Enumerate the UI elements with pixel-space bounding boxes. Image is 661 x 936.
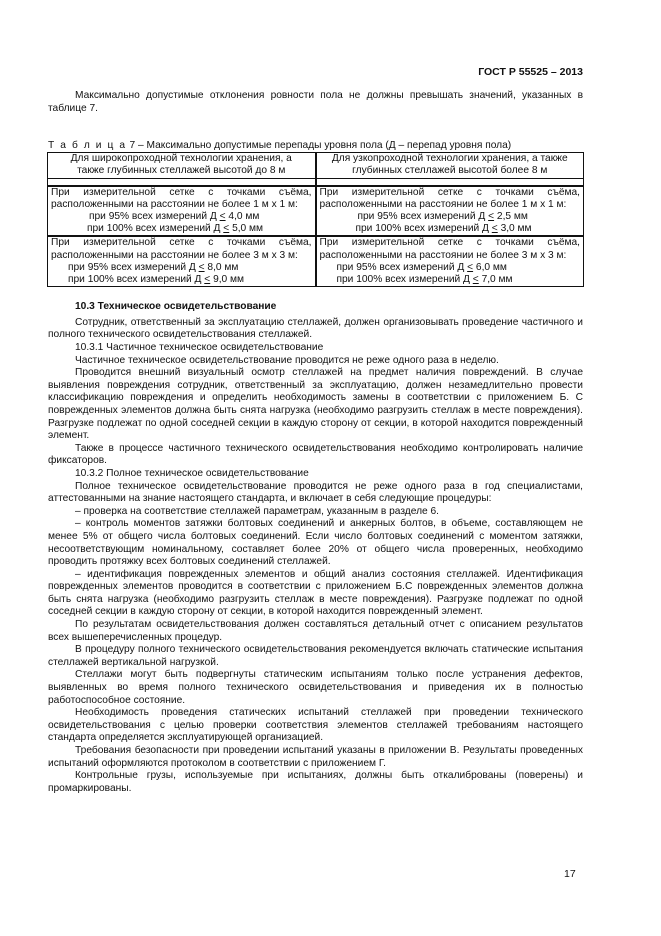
table-spacer-row xyxy=(47,179,584,186)
measure-value: 8,0 мм xyxy=(204,261,239,273)
section-paragraph: По результатам освидетельствования должен составляться детальный отчет с описанием результатов всех вышеперечисленных процедур. xyxy=(48,619,583,643)
section-paragraph: Частичное техническое освидетельствование проводится не реже одного раза в неделю. xyxy=(75,354,499,366)
section-paragraph: Требования безопасности при проведении испытаний указаны в приложении В. Результаты проведенных испытаний оформляются протоколом в соответствии с приложением Г. xyxy=(48,745,583,769)
document-id: ГОСТ Р 55525 – 2013 xyxy=(478,66,583,78)
measurement-100 xyxy=(320,223,581,235)
grid-condition: При измерительной сетке с точками съёма, расположенными на расстоянии не более 3 м х 3 м: xyxy=(319,237,580,261)
subsection-heading: 10.3.1 Частичное техническое освидетельствование xyxy=(75,342,324,353)
intro-paragraph: Максимально допустимые отклонения ровности пола не должны превышать значений, указанных в таблице 7. xyxy=(48,90,583,114)
section-paragraph: Необходимость проведения статических испытаний стеллажей при проведении технического освидетельствования с целью проверки соответствия элементов стеллажей требованиям настоящего стандарта определяется эксплуатирующей организацией. xyxy=(48,707,583,744)
section-paragraph: Стеллажи могут быть подвергнуты статическим испытаниям только после устранения дефектов, выявленных во время полного технического освидетельствования и приведения их в полностью работоспособное состояние. xyxy=(48,669,583,706)
measure-value: 5,0 мм xyxy=(229,223,264,235)
list-item: – контроль моментов затяжки болтовых соединений и анкерных болтов, в объеме, составляющем не менее 5% от общего числа болтовых соединений. Если число болтовых соединений с моментом затяжки, несоответствующим номинальному, составляет более 20% от общего числа проверенных, необходимо проводить протяжку всех болтовых соединений стеллажей. xyxy=(48,518,583,568)
less-equal-sign: < xyxy=(198,261,205,273)
section-paragraph: Контрольные грузы, используемые при испытаниях, должны быть откалиброваны (поверены) и промаркированы. xyxy=(48,770,583,794)
table-row-1m xyxy=(47,186,584,237)
subsection-heading: 10.3.2 Полное техническое освидетельствование xyxy=(75,467,309,479)
section-paragraph: Проводится внешний визуальный осмотр стеллажей на предмет наличия повреждений. В случае выявления повреждения сотрудник, ответственный за эксплуатацию, должен незамедлительно провести классификацию повреждения и определить необходимость замены в соответствии с приложением Б. С поврежденных элементов должна быть снята нагрузка (необходимо разгрузить стеллаж в месте повреждения). Разгрузке подлежат по одной соседней секции в каждую сторону от секции, в которой находится поврежденный элемент. xyxy=(48,367,583,442)
less-equal-sign: < xyxy=(219,211,226,222)
spacer-cell xyxy=(47,179,316,186)
table-caption-text: 7 – Максимально допустимые перепады уровня пола (Д – перепад уровня пола) xyxy=(126,140,512,152)
measurement-95 xyxy=(51,211,312,223)
list-item: – проверка на соответствие стеллажей параметрам, указанным в разделе 6. xyxy=(75,505,440,517)
less-equal-sign: < xyxy=(472,274,479,286)
measure-value: 7,0 мм xyxy=(478,274,513,286)
section-paragraph: Также в процессе частичного технического освидетельствования необходимо контролировать наличие фиксаторов. xyxy=(48,442,583,467)
measurement-95 xyxy=(320,262,581,274)
measure-value: 6,0 мм xyxy=(473,261,507,273)
measure-label: при 95% всех измерений Д xyxy=(357,211,489,222)
section-paragraph: В процедуру полного технического освидетельствования рекомендуется включать статические испытания стеллажей вертикальной нагрузкой. xyxy=(48,644,583,668)
less-equal-sign: < xyxy=(488,211,495,222)
measure-value: 9,0 мм xyxy=(210,274,245,286)
less-equal-sign: < xyxy=(223,223,230,235)
cell-narrow-1m xyxy=(316,186,585,237)
cell-wide-3m xyxy=(47,236,316,287)
grid-condition: При измерительной сетке с точками съёма, расположенными на расстоянии не более 1 м х 1 м: xyxy=(319,186,580,210)
measure-label: при 95% всех измерений Д xyxy=(336,261,468,273)
grid-condition: При измерительной сетке с точками съёма, расположенными на расстоянии не более 1 м х 1 м: xyxy=(51,186,312,210)
measure-label: при 100% всех измерений Д xyxy=(355,223,492,235)
measure-label: при 100% всех измерений Д xyxy=(87,223,224,235)
section-body xyxy=(48,317,583,796)
table-header-row xyxy=(47,152,584,178)
measure-label: при 100% всех измерений Д xyxy=(68,274,205,286)
less-equal-sign: < xyxy=(467,261,474,273)
measurement-100 xyxy=(51,223,312,235)
measure-value: 3,0 мм xyxy=(497,223,532,235)
table-row-3m xyxy=(47,236,584,287)
page-number: 17 xyxy=(564,868,576,880)
section-paragraph: Полное техническое освидетельствование проводится не реже одного раза в год специалистами, аттестованными на знание настоящего стандарта, и включает в себя следующие процедуры: xyxy=(48,480,583,505)
section-title: 10.3 Техническое освидетельствование xyxy=(75,301,277,313)
floor-tolerance-table xyxy=(47,152,584,287)
section-paragraph: Сотрудник, ответственный за эксплуатацию стеллажей, должен организовывать проведение частичного и полного технического освидетельствования стеллажей. xyxy=(48,316,583,341)
measurement-100 xyxy=(320,274,581,286)
grid-condition: При измерительной сетке с точками съёма, расположенными на расстоянии не более 3 м х 3 м: xyxy=(51,237,312,261)
measure-label: при 100% всех измерений Д xyxy=(336,274,473,286)
table-caption-prefix: Т а б л и ц а xyxy=(48,140,127,152)
measure-value: 2,5 мм xyxy=(494,211,528,222)
spacer-cell xyxy=(316,179,585,186)
page-content xyxy=(48,90,583,795)
header-narrow-aisle: Для узкопроходной технологии хранения, а также глубинных стеллажей высотой более 8 м xyxy=(316,152,585,178)
measure-label: при 95% всех измерений Д xyxy=(68,261,199,273)
less-equal-sign: < xyxy=(204,274,211,286)
table-caption xyxy=(48,140,583,152)
measurement-95 xyxy=(51,262,312,274)
measurement-95 xyxy=(320,211,581,223)
measure-value: 4,0 мм xyxy=(225,211,260,222)
cell-wide-1m xyxy=(47,186,316,237)
measurement-100 xyxy=(51,274,312,286)
list-item: – идентификация поврежденных элементов и общий анализ состояния стеллажей. Идентификация поврежденных элементов проводится в соответствии с приложением Б.С поврежденных элементов должна быть снята нагрузка (необходимо разгрузить стеллаж в месте повреждения). Разгрузке подлежат по одной соседней секции в каждую сторону от секции, в которой находится поврежденный элемент. xyxy=(48,568,583,618)
header-wide-aisle: Для широкопроходной технологии хранения, а также глубинных стеллажей высотой до 8 м xyxy=(47,152,316,178)
measure-label: при 95% всех измерений Д xyxy=(89,211,220,222)
less-equal-sign: < xyxy=(491,223,498,235)
cell-narrow-3m xyxy=(316,236,585,287)
